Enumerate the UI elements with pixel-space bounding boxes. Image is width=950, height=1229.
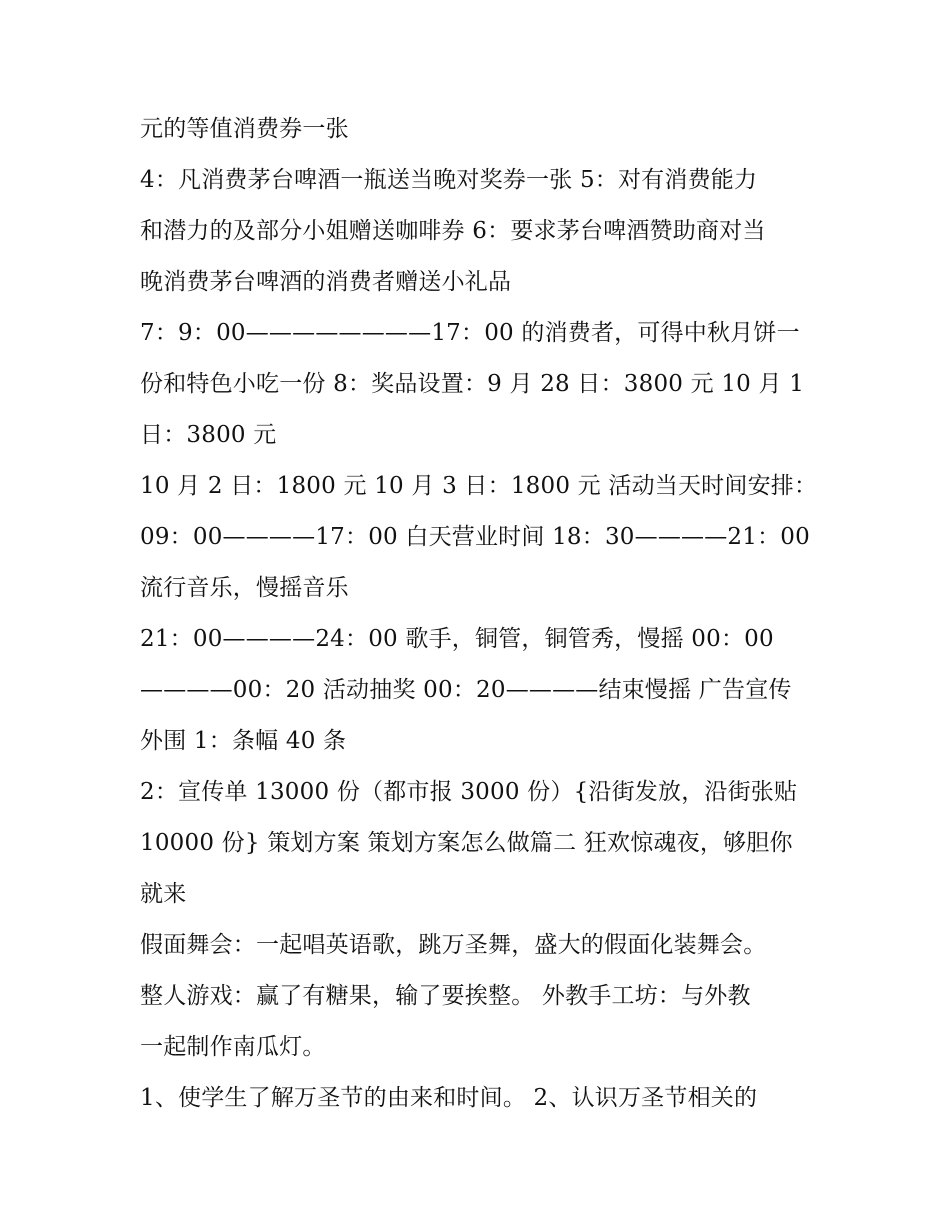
text-line: 2：宣传单 13000 份（都市报 3000 份）{沿街发放，沿街张贴 — [140, 779, 798, 805]
text-line: 流行音乐，慢摇音乐 — [140, 575, 349, 601]
text-line: 晚消费茅台啤酒的消费者赠送小礼品 — [140, 269, 512, 295]
text-line: 元的等值消费券一张 — [140, 116, 349, 142]
text-line: 7：9：00————————17：00 的消费者，可得中秋月饼一 — [140, 320, 800, 346]
text-line: 日：3800 元 — [140, 422, 277, 448]
text-line: 整人游戏：赢了有糖果，输了要挨整。 外教手工坊：与外教 — [140, 983, 751, 1009]
text-line: 就来 — [140, 881, 187, 907]
text-line: 假面舞会：一起唱英语歌，跳万圣舞，盛大的假面化装舞会。 — [140, 932, 767, 958]
document-body — [140, 104, 820, 1124]
text-line: 10 月 2 日：1800 元 10 月 3 日：1800 元 活动当天时间安排： — [140, 473, 818, 499]
text-line: 和潜力的及部分小姐赠送咖啡券 6：要求茅台啤酒赞助商对当 — [140, 218, 766, 244]
text-line: 一起制作南瓜灯。 — [140, 1034, 326, 1060]
text-line: 4：凡消费茅台啤酒一瓶送当晚对奖券一张 5：对有消费能力 — [140, 167, 758, 193]
text-line: ————00：20 活动抽奖 00：20————结束慢摇 广告宣传 — [140, 677, 792, 703]
text-line: 21：00————24：00 歌手，铜管，铜管秀，慢摇 00：00 — [140, 626, 774, 652]
text-line: 份和特色小吃一份 8：奖品设置：9 月 28 日：3800 元 10 月 1 — [140, 371, 805, 397]
text-line: 09：00————17：00 白天营业时间 18：30————21：00 — [140, 524, 810, 550]
text-line: 10000 份} 策划方案 策划方案怎么做篇二 狂欢惊魂夜，够胆你 — [140, 830, 793, 856]
text-line: 1、使学生了解万圣节的由来和时间。 2、认识万圣节相关的 — [140, 1085, 758, 1111]
text-line: 外围 1：条幅 40 条 — [140, 728, 347, 754]
